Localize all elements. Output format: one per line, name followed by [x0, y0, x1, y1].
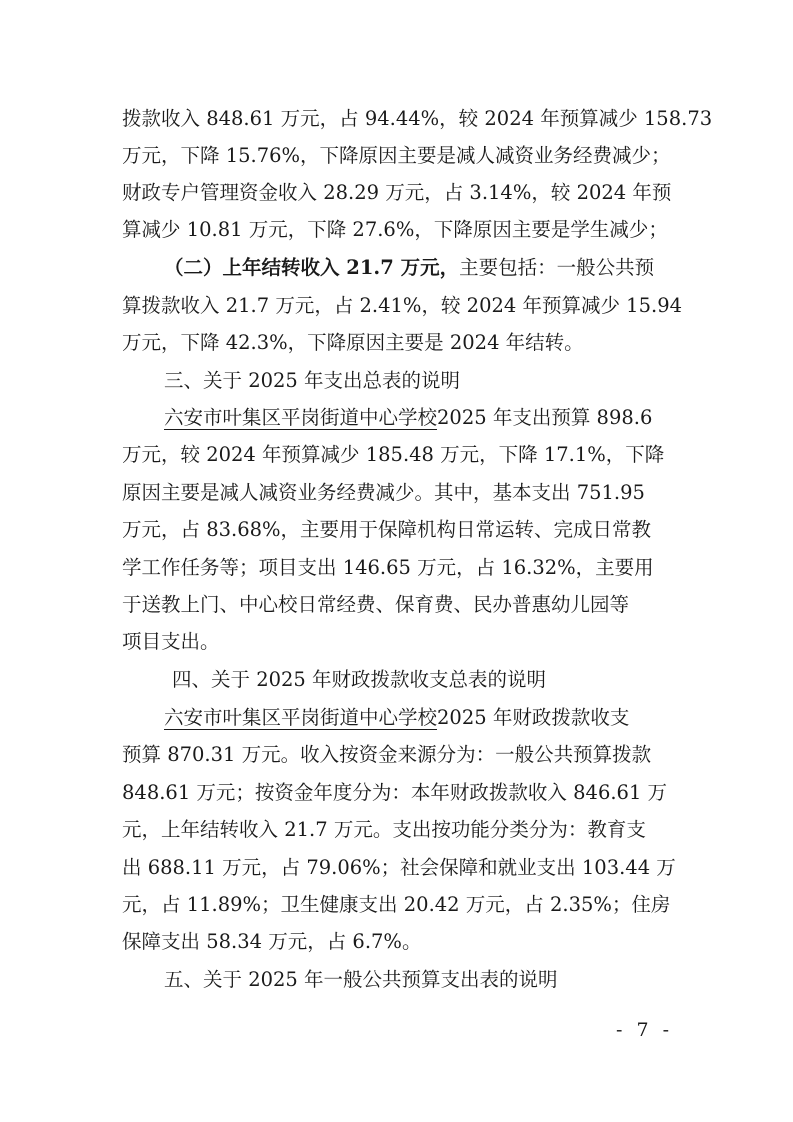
paragraph-text: 主要包括：一般公共预 [459, 256, 655, 279]
paragraph-line: 万元，占 83.68%，主要用于保障机构日常运转、完成日常教 [122, 518, 652, 541]
paragraph-line: 算减少 10.81 万元，下降 27.6%，下降原因主要是学生减少； [122, 218, 668, 241]
paragraph-line: 出 688.11 万元，占 79.06%；社会保障和就业支出 103.44 万 [122, 856, 676, 879]
paragraph-line: 848.61 万元；按资金年度分为：本年财政拨款收入 846.61 万 [122, 781, 668, 804]
paragraph-line: 元，占 11.89%；卫生健康支出 20.42 万元，占 2.35%；住房 [122, 893, 671, 916]
paragraph-line [0, 399, 793, 437]
paragraph-line: 项目支出。 [122, 630, 220, 653]
paragraph-line: 万元，下降 15.76%，下降原因主要是减人减资业务经费减少； [122, 144, 671, 167]
section-heading-four: 四、关于 2025 年财政拨款收支总表的说明 [172, 668, 547, 691]
paragraph-line [0, 699, 793, 737]
paragraph-line: 原因主要是减人减资业务经费减少。其中，基本支出 751.95 [122, 481, 645, 504]
school-name: 六安市叶集区平岗街道中心学校 [164, 706, 438, 729]
paragraph-line: 万元，下降 42.3%，下降原因主要是 2024 年结转。 [122, 331, 584, 354]
section-heading-bold: （二）上年结转收入 21.7 万元， [164, 256, 460, 279]
paragraph-line: 万元，较 2024 年预算减少 185.48 万元，下降 17.1%，下降 [122, 443, 665, 466]
paragraph-line: 拨款收入 848.61 万元，占 94.44%，较 2024 年预算减少 158.73 [122, 107, 713, 130]
section-heading-three: 三、关于 2025 年支出总表的说明 [164, 369, 461, 392]
section-two-heading-line [0, 249, 793, 287]
section-heading-five: 五、关于 2025 年一般公共预算支出表的说明 [164, 968, 558, 991]
page-number: - 7 - [615, 1019, 673, 1041]
paragraph-line: 财政专户管理资金收入 28.29 万元，占 3.14%，较 2024 年预 [122, 181, 672, 204]
paragraph-line: 算拨款收入 21.7 万元，占 2.41%，较 2024 年预算减少 15.94 [122, 294, 683, 317]
school-name: 六安市叶集区平岗街道中心学校 [164, 406, 438, 429]
paragraph-line: 预算 870.31 万元。收入按资金来源分为：一般公共预算拨款 [122, 743, 652, 766]
paragraph-text: 2025 年财政拨款收支 [437, 706, 630, 729]
paragraph-text: 2025 年支出预算 898.6 [437, 406, 653, 429]
paragraph-line: 学工作任务等；项目支出 146.65 万元，占 16.32%，主要用 [122, 556, 654, 579]
paragraph-line: 元，上年结转收入 21.7 万元。支出按功能分类分为：教育支 [122, 818, 646, 841]
paragraph-line: 于送教上门、中心校日常经费、保育费、民办普惠幼儿园等 [122, 593, 630, 616]
paragraph-line: 保障支出 58.34 万元，占 6.7%。 [122, 930, 422, 953]
